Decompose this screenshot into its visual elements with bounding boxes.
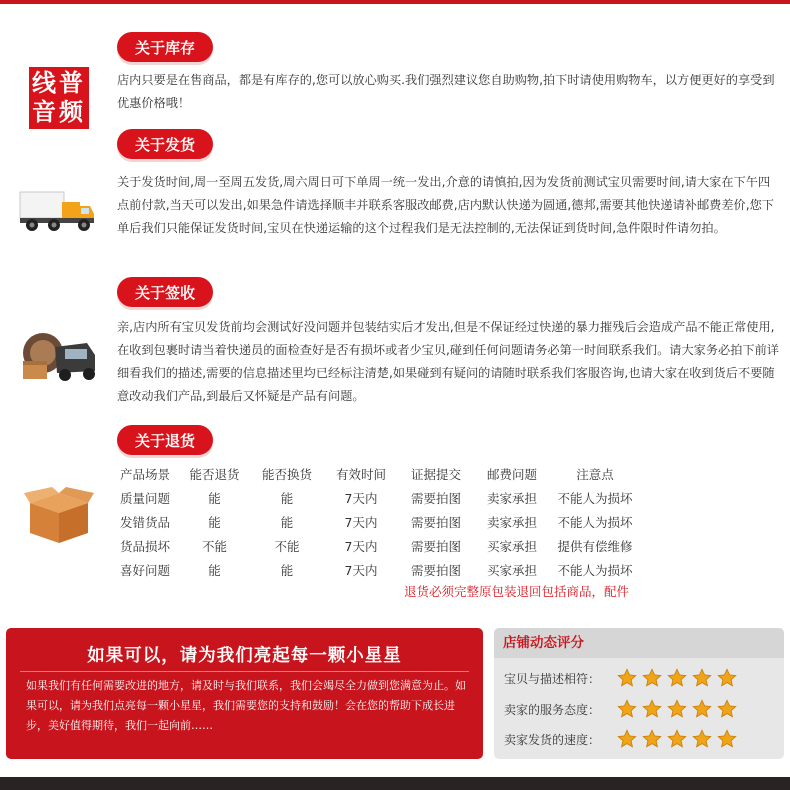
gold-star-icon <box>617 699 637 719</box>
table-cell: 能 <box>280 515 294 530</box>
gold-star-icon <box>667 699 687 719</box>
table-cell: 不能 <box>201 539 227 554</box>
rating-label: 卖家的服务态度： <box>504 702 601 717</box>
table-cell: 喜好问题 <box>119 563 170 578</box>
table-row <box>113 510 638 534</box>
table-cell: 7天内 <box>344 563 378 578</box>
table-header-cell: 能否退货 <box>189 467 240 482</box>
gold-star-icon <box>692 668 712 688</box>
table-cell: 7天内 <box>344 515 378 530</box>
bottom-bar <box>0 777 790 790</box>
gold-star-icon <box>667 668 687 688</box>
table-cell: 能 <box>208 491 221 506</box>
cardboard-box-icon <box>24 487 94 545</box>
gold-star-icon <box>717 668 737 688</box>
star-request-text: 如果我们有任何需要改进的地方，请及时与我们联系，我们会竭尽全力做到您满意为止。如果可以，请为我们点亮每一颗小星星，我们需要您的支持和鼓励！会在您的帮助下成长进步，美好值得期待，我们一起向前…… <box>26 679 466 732</box>
table-cell: 能 <box>208 515 221 530</box>
shop-rating-panel <box>494 628 784 759</box>
rating-row-shipping-speed <box>504 727 742 751</box>
section-title-returns: 关于退货 <box>117 425 213 455</box>
table-cell: 卖家承担 <box>486 515 537 530</box>
table-header-cell: 证据提交 <box>410 467 461 482</box>
star-request-title: 如果可以，请为我们亮起每一颗小星星 <box>87 646 402 666</box>
table-cell: 货品损坏 <box>119 539 170 554</box>
gold-star-icon <box>692 699 712 719</box>
table-header-cell: 有效时间 <box>335 467 386 482</box>
table-header-cell: 注意点 <box>576 467 614 482</box>
table-cell: 不能人为损坏 <box>557 515 633 530</box>
table-cell: 提供有偿维修 <box>557 539 633 554</box>
receipt-description: 亲,店内所有宝贝发货前均会测试好没问题并包装结实后才发出,但是不保证经过快递的暴力摧残后会造成产品不能正常使用,在收到包裹时请当着快递员的面检查好是否有损坏或者少宝贝,碰到任何问题请务必第一时间联系我们。请大家务必拍下前详细看我们的描述,需要的信息描述里均已经标注清楚,如果碰到有疑问的请随时联系我们客服咨询,也请大家在收到货后不要随意改动我们产品,到最后又怀疑是产品有问题。 <box>117 320 779 403</box>
table-cell: 不能人为损坏 <box>557 491 633 506</box>
table-row <box>113 558 638 582</box>
table-cell: 质量问题 <box>119 491 170 506</box>
table-cell: 需要拍图 <box>410 515 461 530</box>
shop-rating-title: 店铺动态评分 <box>494 628 784 658</box>
gold-star-icon <box>642 729 662 749</box>
section-title-receipt: 关于签收 <box>117 277 213 307</box>
table-header-cell: 邮费问题 <box>486 467 537 482</box>
gold-star-icon <box>717 699 737 719</box>
star-group <box>617 729 742 749</box>
gold-star-icon <box>692 729 712 749</box>
panel-divider <box>20 671 469 672</box>
gold-star-icon <box>642 668 662 688</box>
table-header-cell: 能否换货 <box>261 467 312 482</box>
star-group <box>617 699 742 719</box>
table-cell: 7天内 <box>344 491 378 506</box>
star-group <box>617 668 742 688</box>
table-cell: 需要拍图 <box>410 539 461 554</box>
section-title-stock: 关于库存 <box>117 32 213 62</box>
brand-logo <box>29 67 89 129</box>
table-cell: 买家承担 <box>486 563 537 578</box>
returns-policy-table <box>113 462 638 582</box>
table-cell: 卖家承担 <box>486 491 537 506</box>
table-cell: 发错货品 <box>119 515 170 530</box>
gold-star-icon <box>617 668 637 688</box>
gold-star-icon <box>667 729 687 749</box>
stock-description: 店内只要是在售商品，都是有库存的,您可以放心购买.我们强烈建议您自助购物,拍下时请使用购物车，以方便更好的享受到优惠价格哦！ <box>117 73 775 110</box>
table-header-cell: 产品场景 <box>119 467 170 482</box>
table-cell: 买家承担 <box>486 539 537 554</box>
delivery-truck-icon <box>18 190 96 234</box>
shipping-description: 关于发货时间,周一至周五发货,周六周日可下单周一统一发出,介意的请慎拍,因为发货前测试宝贝需要时间,请大家在下午四点前付款,当天可以发出,如果急件请选择顺丰并联系客服改邮费,店内默认快递为圆通,德邦,需要其他快递请补邮费差价,您下单后我们只能保证发货时间,宝贝在快递运输的这个过程我们是无法控制的,无法保证到货时间,急件限时件请勿拍。 <box>117 175 774 235</box>
gold-star-icon <box>642 699 662 719</box>
table-row <box>113 486 638 510</box>
returns-note: 退货必须完整原包装退回包括商品，配件 <box>404 584 630 599</box>
star-request-panel <box>6 628 483 759</box>
table-cell: 不能人为损坏 <box>557 563 633 578</box>
brand-logo-line2: 音频 <box>32 98 86 126</box>
table-header-row <box>113 462 638 486</box>
table-cell: 7天内 <box>344 539 378 554</box>
package-delivery-icon <box>15 327 99 383</box>
table-cell: 不能 <box>274 539 300 554</box>
table-cell: 能 <box>280 563 294 578</box>
gold-star-icon <box>717 729 737 749</box>
rating-label: 卖家发货的速度： <box>504 732 601 747</box>
table-cell: 需要拍图 <box>410 491 461 506</box>
section-title-shipping: 关于发货 <box>117 129 213 159</box>
rating-label: 宝贝与描述相符： <box>504 671 601 686</box>
table-cell: 需要拍图 <box>410 563 461 578</box>
rating-row-service <box>504 697 742 721</box>
table-cell: 能 <box>280 491 294 506</box>
gold-star-icon <box>617 729 637 749</box>
table-cell: 能 <box>208 563 221 578</box>
rating-row-description <box>504 666 742 690</box>
brand-logo-line1: 线普 <box>32 69 86 97</box>
table-row <box>113 534 638 558</box>
top-accent-bar <box>0 0 790 4</box>
